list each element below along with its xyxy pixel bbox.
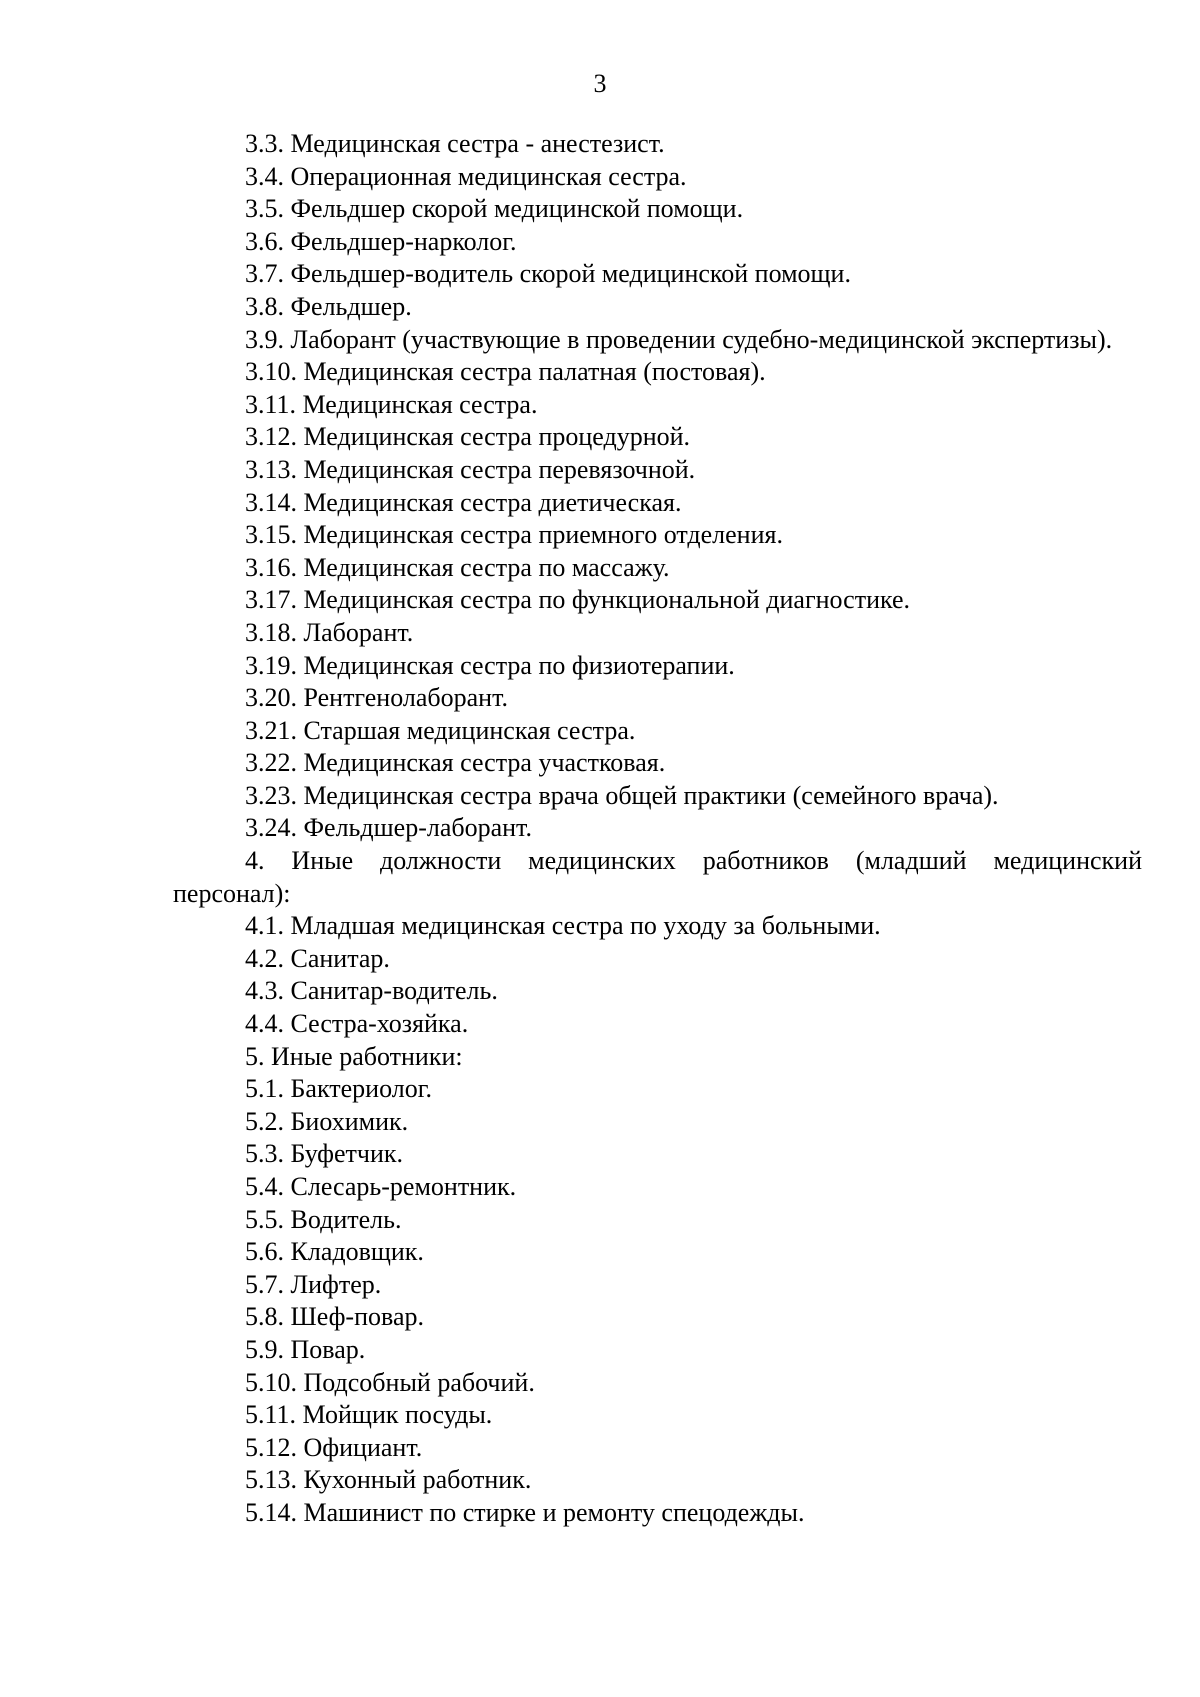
list-item: 3.23. Медицинская сестра врача общей практики (семейного врача). <box>245 780 999 810</box>
list-item: 5.2. Биохимик. <box>245 1106 409 1136</box>
list-item: 3.24. Фельдшер-лаборант. <box>245 813 532 843</box>
list-item: 4.1. Младшая медицинская сестра по уходу за больными. <box>245 911 881 941</box>
list-item: 4.4. Сестра-хозяйка. <box>245 1009 469 1039</box>
list-item: 5.11. Мойщик посуды. <box>245 1400 493 1430</box>
list-item: 3.19. Медицинская сестра по физиотерапии. <box>245 650 735 680</box>
list-item: 3.4. Операционная медицинская сестра. <box>245 161 687 191</box>
list-item: 5.4. Слесарь-ремонтник. <box>245 1172 517 1201</box>
list-item: 5.10. Подсобный рабочий. <box>245 1367 535 1397</box>
list-item: 3.22. Медицинская сестра участковая. <box>245 748 666 778</box>
list-item: 3.21. Старшая медицинская сестра. <box>245 715 636 745</box>
list-paragraph: 4. Иные должности медицинских работников (младший медицинский персонал): <box>173 846 1142 908</box>
list-item: 3.18. Лаборант. <box>245 617 414 647</box>
list-item: 5.8. Шеф-повар. <box>245 1302 424 1332</box>
list-item: 3.7. Фельдшер-водитель скорой медицинской помощи. <box>245 259 851 289</box>
list-paragraph: 3.9. Лаборант (участвующие в проведении судебно-медицинской экспертизы). <box>245 324 1113 354</box>
list-item: 3.15. Медицинская сестра приемного отделения. <box>245 520 783 550</box>
list-item: 3.13. Медицинская сестра перевязочной. <box>245 454 696 484</box>
document-body <box>173 128 1142 1530</box>
list-item: 3.5. Фельдшер скорой медицинской помощи. <box>245 194 744 224</box>
list-item: 3.12. Медицинская сестра процедурной. <box>245 422 691 452</box>
list-item: 5.13. Кухонный работник. <box>245 1465 532 1495</box>
list-item: 3.20. Рентгенолаборант. <box>245 683 508 713</box>
list-item: 3.10. Медицинская сестра палатная (постовая). <box>245 357 766 387</box>
list-item: 5.7. Лифтер. <box>245 1269 382 1299</box>
list-item: 5.5. Водитель. <box>245 1204 402 1234</box>
list-item: 5.12. Официант. <box>245 1432 423 1462</box>
list-item: 3.6. Фельдшер-нарколог. <box>245 226 517 256</box>
list-item: 5.9. Повар. <box>245 1334 366 1364</box>
list-item: 5.14. Машинист по стирке и ремонту спецодежды. <box>245 1497 805 1527</box>
list-item: 4.2. Санитар. <box>245 943 390 973</box>
list-item: 5.6. Кладовщик. <box>245 1237 424 1267</box>
list-item: 3.17. Медицинская сестра по функциональной диагностике. <box>245 585 911 615</box>
list-item: 5.1. Бактериолог. <box>245 1074 432 1104</box>
page-number: 3 <box>593 69 607 98</box>
list-item: 4.3. Санитар-водитель. <box>245 976 498 1006</box>
list-item: 5.3. Буфетчик. <box>245 1139 404 1169</box>
list-item: 5. Иные работники: <box>245 1041 463 1071</box>
list-item: 3.11. Медицинская сестра. <box>245 389 538 419</box>
list-item: 3.16. Медицинская сестра по массажу. <box>245 552 670 582</box>
list-item: 3.14. Медицинская сестра диетическая. <box>245 487 682 517</box>
list-item: 3.8. Фельдшер. <box>245 291 412 321</box>
list-item: 3.3. Медицинская сестра - анестезист. <box>245 129 665 158</box>
